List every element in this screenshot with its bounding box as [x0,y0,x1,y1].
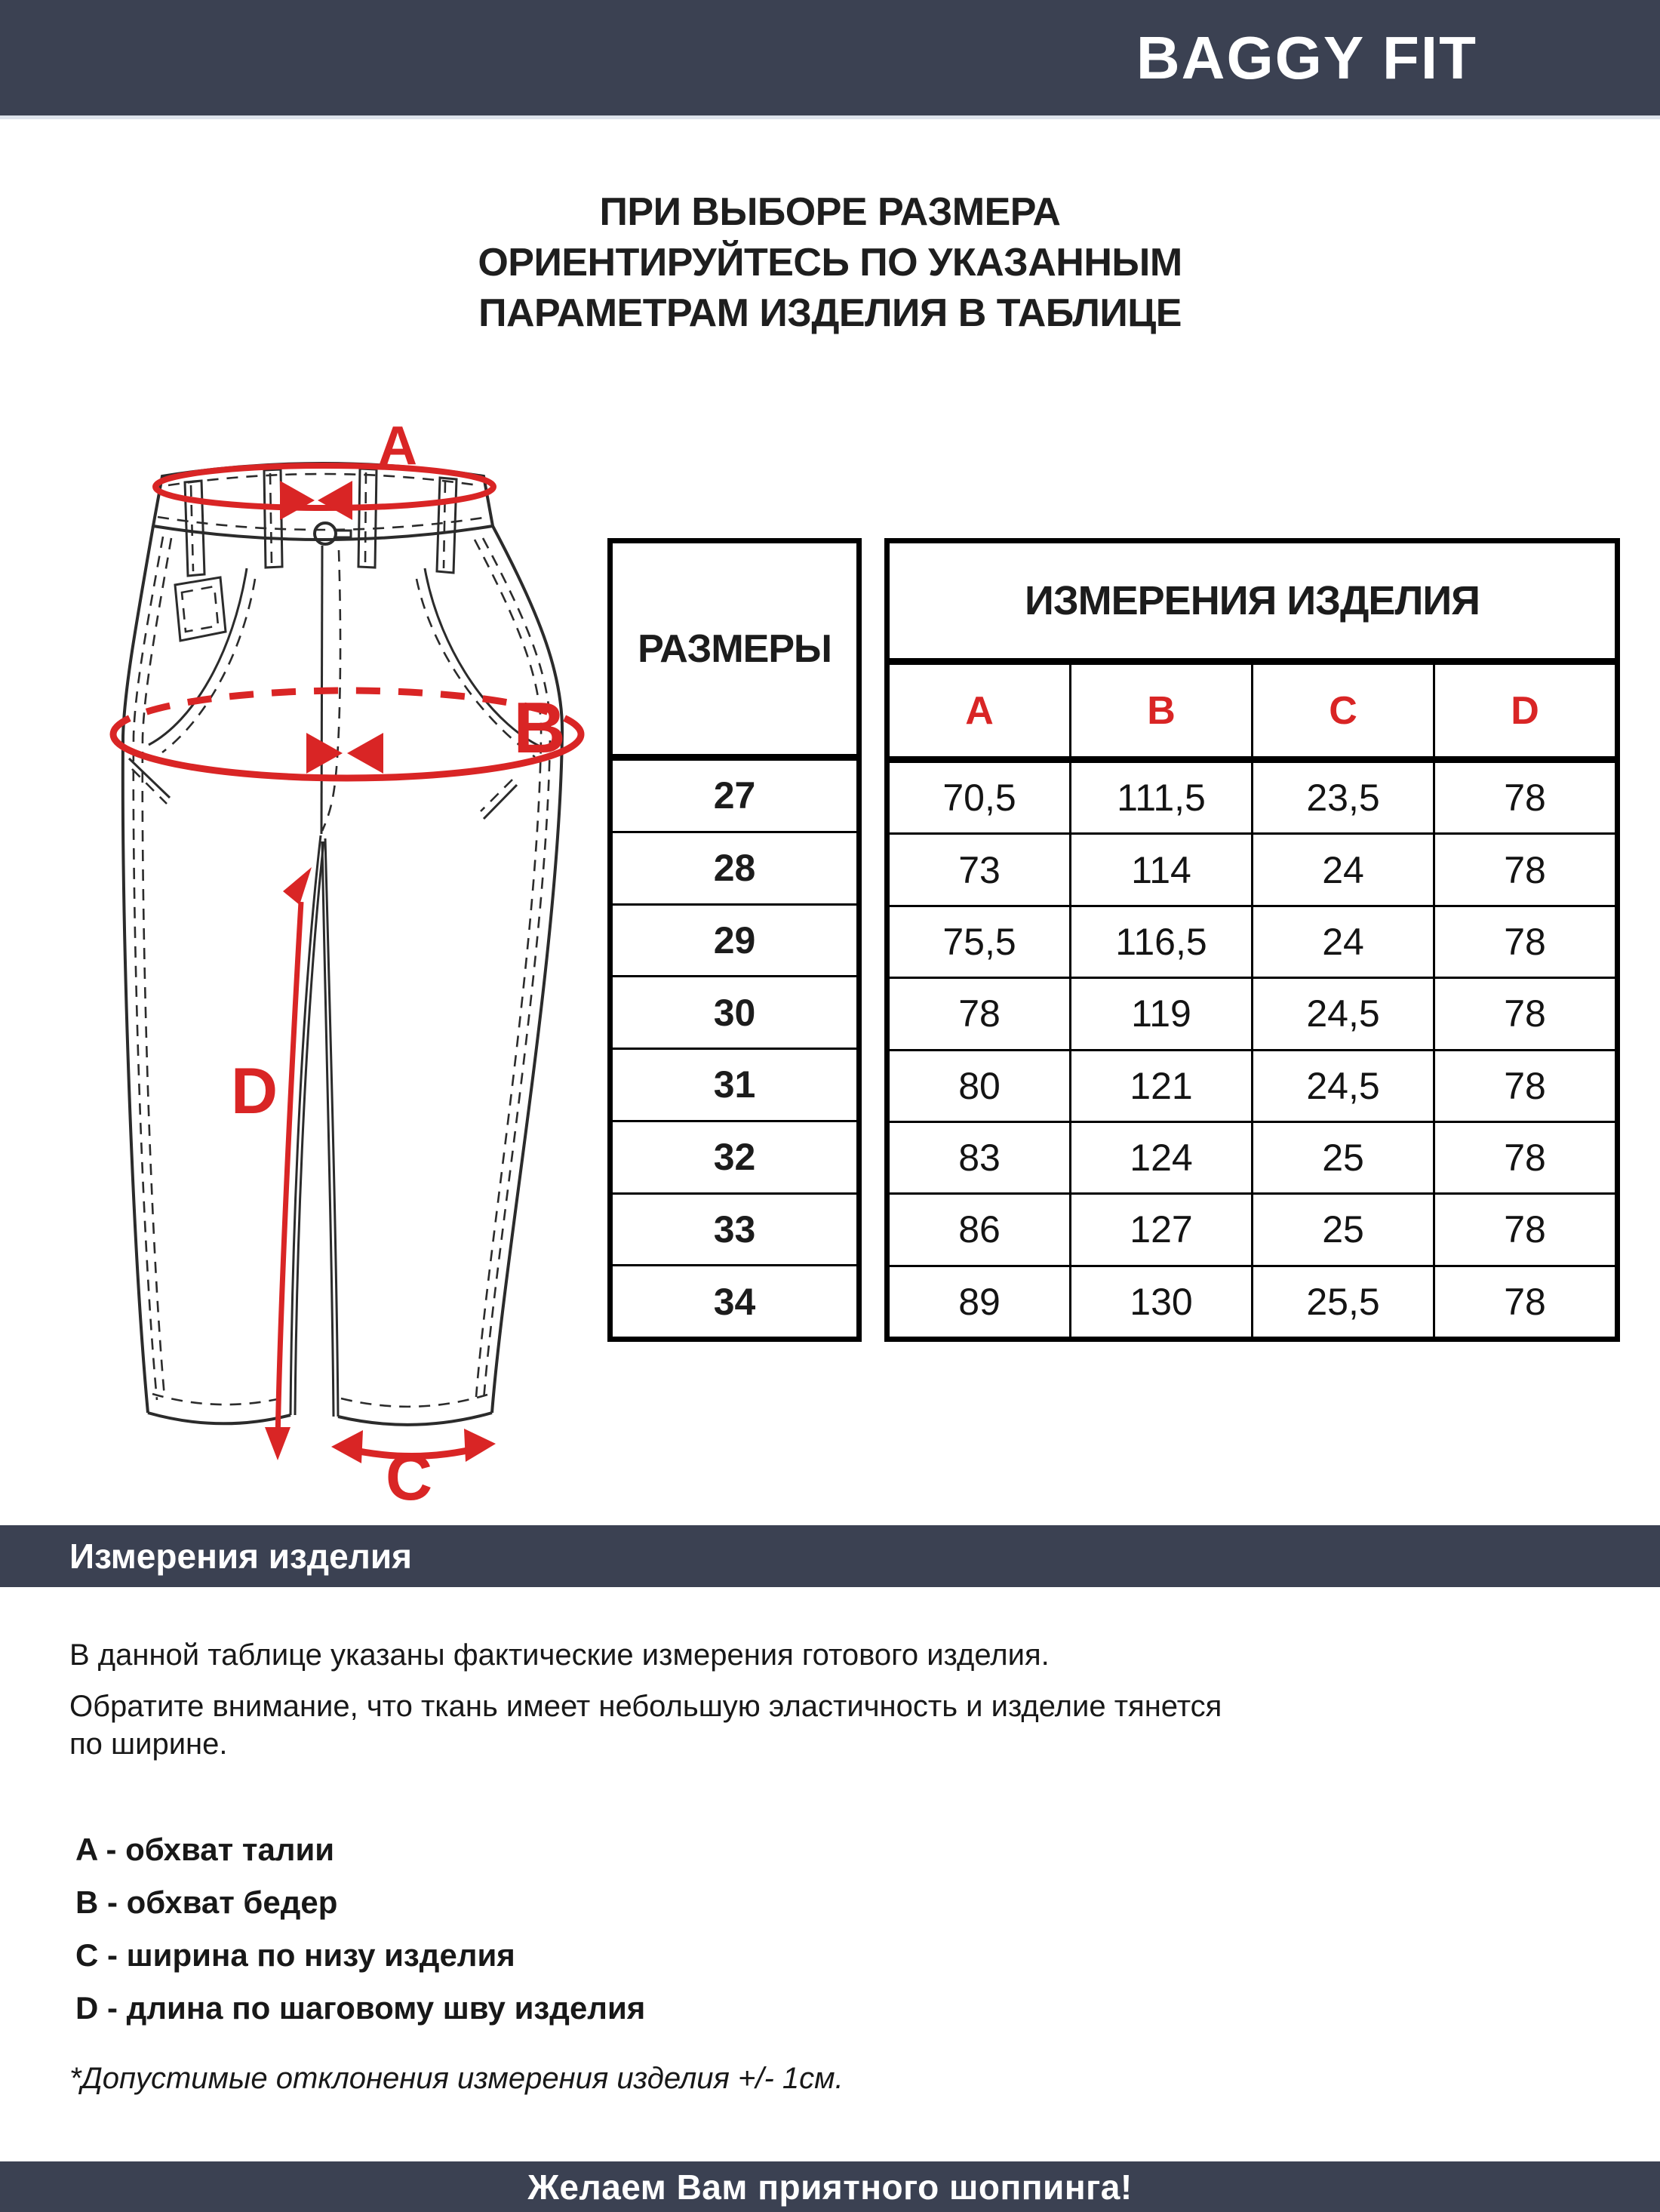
table-row [890,1195,1615,1266]
intro-line-1: ПРИ ВЫБОРЕ РАЗМЕРА [599,190,1061,234]
cell-29-d: 78 [1504,920,1546,963]
cell-33-d: 78 [1504,1208,1546,1251]
column-header-b: B [1071,665,1253,756]
cell-33-c: 25 [1253,1195,1435,1264]
size-row-27: 27 [613,761,856,833]
table-row [890,979,1615,1051]
legend-item-c: C - ширина по низу изделия [75,1937,515,1973]
brand-title: BAGGY FIT [1136,23,1477,91]
footer-message: Желаем Вам приятного шоппинга! [527,2167,1133,2207]
cell-32-c: 25 [1253,1123,1435,1192]
intro-line-3: ПАРАМЕТРАМ ИЗДЕЛИЯ В ТАБЛИЦЕ [478,291,1182,335]
cell-30-a: 78 [890,979,1071,1048]
jeans-measurement-diagram [57,404,615,1521]
size-row-30: 30 [613,977,856,1050]
legend-item-b: B - обхват бедер [75,1884,338,1920]
size-row-29: 29 [613,906,856,978]
cell-34-a: 89 [890,1267,1071,1337]
cell-27-a: 70,5 [890,763,1071,832]
cell-29-a: 75,5 [890,907,1071,977]
coin-pocket [175,577,226,641]
cell-27-b: 111,5 [1071,763,1253,832]
measure-d-inseam [231,867,312,1460]
cell-29-b: 116,5 [1071,907,1253,977]
measure-b-hip [113,688,581,778]
cell-30-b: 119 [1071,979,1253,1048]
cell-31-c: 24,5 [1253,1051,1435,1121]
tolerance-note: *Допустимые отклонения измерения изделия +/- 1см. [69,2062,844,2095]
label-b: B [513,688,566,768]
cell-27-c: 23,5 [1253,763,1435,832]
sizes-table-header: РАЗМЕРЫ [613,543,856,761]
cell-31-a: 80 [890,1051,1071,1121]
cell-28-b: 114 [1071,835,1253,904]
intro-line-2: ОРИЕНТИРУЙТЕСЬ ПО УКАЗАННЫМ [478,241,1182,285]
cell-32-a: 83 [890,1123,1071,1192]
table-row [890,835,1615,906]
size-row-33: 33 [613,1195,856,1267]
cell-31-d: 78 [1504,1064,1546,1107]
label-a: A [378,416,417,476]
cell-30-c: 24,5 [1253,979,1435,1048]
legend-item-d: D - длина по шаговому шву изделия [75,1990,646,2026]
intro-heading [0,187,1660,339]
size-row-31: 31 [613,1050,856,1122]
label-d: D [230,1055,278,1128]
measurements-table-header: ИЗМЕРЕНИЯ ИЗДЕЛИЯ [890,543,1615,665]
cell-27-d: 78 [1504,777,1546,820]
jeans-outline [123,526,562,1425]
cell-34-b: 130 [1071,1267,1253,1337]
belt-loop [185,469,456,576]
seam-stitching [129,537,550,1407]
section-band [0,1525,1660,1587]
footer-bar [0,2161,1660,2212]
section-band-title: Измерения изделия [69,1537,413,1576]
table-row [890,907,1615,979]
cell-34-d: 78 [1504,1280,1546,1323]
description-block [69,1636,1224,1777]
size-row-32: 32 [613,1122,856,1195]
cell-33-a: 86 [890,1195,1071,1264]
cell-33-b: 127 [1071,1195,1253,1264]
label-c: C [385,1441,433,1514]
measure-c-hem [331,1429,496,1514]
cell-28-d: 78 [1504,848,1546,891]
header-bar [0,0,1660,119]
cell-31-b: 121 [1071,1051,1253,1121]
cell-29-c: 24 [1253,907,1435,977]
table-row [890,1267,1615,1337]
measurement-legend [75,1823,645,2035]
cell-28-a: 73 [890,835,1071,904]
description-paragraph-2: Обратите внимание, что ткань имеет небольшую эластичность и изделие тянется по ширине. [69,1690,1222,1761]
cell-32-b: 124 [1071,1123,1253,1192]
measurements-table [884,538,1620,1342]
column-header-c: C [1253,665,1435,756]
column-header-a: A [890,665,1071,756]
cell-30-d: 78 [1504,992,1546,1035]
table-row [890,1051,1615,1123]
measure-a-waist [155,416,493,520]
size-row-34: 34 [713,1280,756,1323]
table-row [890,1123,1615,1195]
size-row-28: 28 [613,833,856,906]
measurements-column-row [890,665,1615,763]
column-header-d: D [1511,688,1539,733]
sizes-table [607,538,862,1342]
legend-item-a: A - обхват талии [75,1832,335,1867]
front-pocket [149,568,547,757]
table-row [890,763,1615,835]
description-paragraph-1: В данной таблице указаны фактические измерения готового изделия. [69,1638,1050,1672]
cell-32-d: 78 [1504,1137,1546,1180]
cell-34-c: 25,5 [1253,1267,1435,1337]
cell-28-c: 24 [1253,835,1435,904]
